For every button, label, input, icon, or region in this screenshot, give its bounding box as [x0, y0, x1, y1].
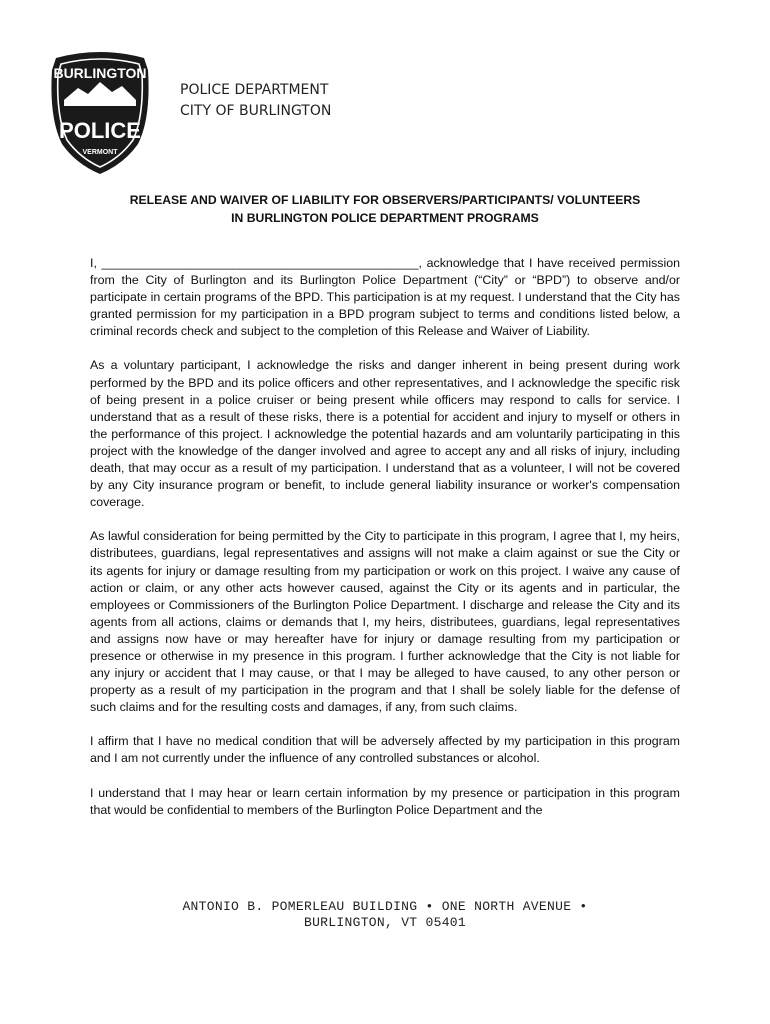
footer-line-2: BURLINGTON, VT 05401	[303, 915, 467, 930]
city-name: CITY OF BURLINGTON	[180, 103, 332, 119]
burlington-police-badge-logo	[48, 48, 152, 176]
letterhead	[180, 80, 331, 122]
footer-line-1: ANTONIO B. POMERLEAU BUILDING • ONE NORTH AVENUE •	[182, 899, 588, 914]
paragraph-risks: As a voluntary participant, I acknowledge the risks and danger inherent in being present during work performed by the BPD and its police officers and other representatives, and I acknowledge the specific risk of being present in a police cruiser or being present while officers may respond to calls for service. I understand that as a result of these risks, there is a potential for accident and injury to myself or others in the performance of this project. I acknowledge the potential hazards and am voluntarily participating in this project with the knowledge of the danger involved and agree to accept any and all risks of injury, including death, that may occur as a result of my participation. I understand that as a volunteer, I will not be covered by any City insurance program or benefit, to include general liability insurance or worker's compensation coverage.	[90, 358, 680, 510]
title-line-1: RELEASE AND WAIVER OF LIABILITY FOR OBSERVERS/PARTICIPANTS/ VOLUNTEERS	[129, 193, 641, 207]
paragraph-medical: I affirm that I have no medical condition that will be adversely affected by my participation in this program and I am not currently under the influence of any controlled substances or alcohol.	[90, 734, 680, 766]
paragraph-confidentiality: I understand that I may hear or learn certain information by my presence or participation in this program that would be confidential to members of the Burlington Police Department and the	[90, 785, 680, 817]
address-footer	[60, 899, 710, 931]
paragraph-consideration: As lawful consideration for being permitted by the City to participate in this program, I agree that I, my heirs, distributees, guardians, legal representatives and assigns will not make a claim against or sue the City or its agents for injury or damage resulting from my participation or work on this project. I waive any cause of action or claim, or any other acts however caused, against the City or its agents and in particular, the employees or Commissioners of the Burlington Police Department. I discharge and release the City and its agents from all actions, claims or demands that I, my heirs, distributees, guardians, legal representatives and assigns now have or may hereafter have for injury or damage resulting from my participation or presence or otherwise in my presence in this program. I further acknowledge that the City is not liable for any injury or accident that I may cause, or that I may be alleged to have caused, to any other person or property as a result of my participation in the program and that I shall be solely liable for the defense of such claims and for the resulting costs and damages, if any, from such claims.	[90, 529, 680, 715]
svg-text:BURLINGTON: BURLINGTON	[53, 65, 147, 81]
document-body	[90, 255, 680, 836]
title-line-2: IN BURLINGTON POLICE DEPARTMENT PROGRAMS	[231, 211, 539, 225]
department-name: POLICE DEPARTMENT	[180, 82, 329, 98]
svg-text:POLICE: POLICE	[59, 118, 141, 143]
document-title	[60, 191, 710, 227]
paragraph-acknowledgement: I, ______________________________________________, acknowledge that I have received permission from the City of Burlington and its Burlington Police Department (“City” or “BPD”) to observe and/or participate in certain programs of the BPD. This participation is at my request. I understand that the City has granted permission for my participation in a BPD program subject to terms and conditions listed below, a criminal records check and subject to the completion of this Release and Waiver of Liability.	[90, 256, 680, 339]
svg-text:VERMONT: VERMONT	[82, 149, 118, 156]
